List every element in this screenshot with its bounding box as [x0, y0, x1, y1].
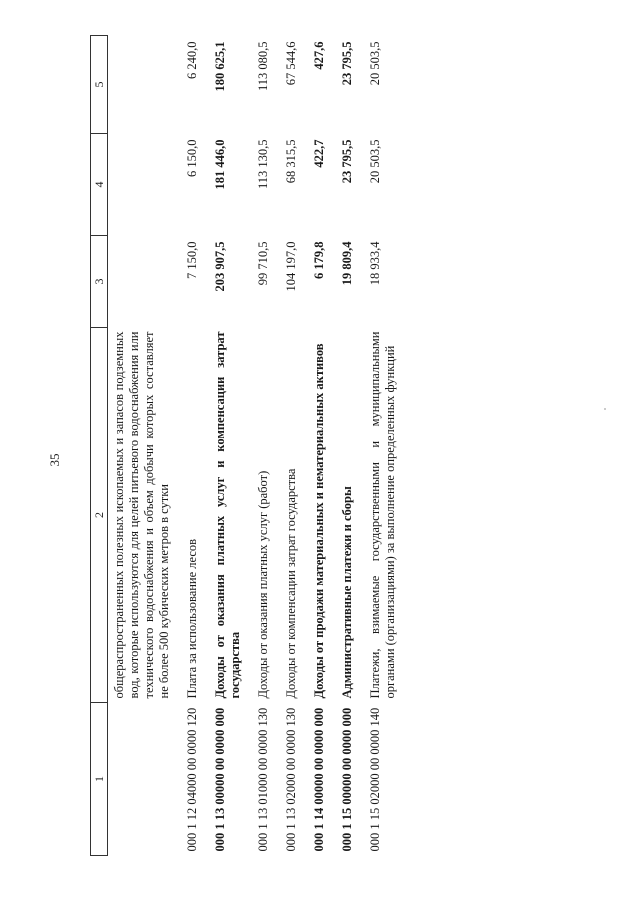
row-value-4 — [108, 134, 182, 236]
row-value-3: 104 197,0 — [284, 241, 298, 292]
row-name: Доходы от компенсации затрат государства — [284, 468, 298, 699]
row-code: 000 1 15 02000 00 0000 140 — [368, 707, 382, 852]
row-code: 000 1 13 02000 00 0000 130 — [284, 707, 298, 852]
row-value-5: 180 625,1 — [213, 41, 227, 92]
table-row — [280, 36, 308, 856]
row-name: Платежи, взимаемые государственными и муниципальными органами (организациями) за выполнение определенных функций — [368, 331, 397, 699]
row-value-3: 203 907,5 — [213, 241, 227, 292]
row-name: Доходы от оказания платных услуг (работ) — [256, 470, 270, 699]
row-value-3: 6 179,8 — [312, 241, 326, 279]
column-number-row — [91, 36, 108, 856]
row-value-5: 113 080,5 — [256, 41, 270, 92]
table-row — [252, 36, 280, 856]
row-code: 000 1 15 00000 00 0000 000 — [340, 707, 354, 852]
column-header-2: 2 — [91, 328, 108, 703]
row-value-5: 20 503,5 — [368, 41, 382, 86]
budget-table — [90, 35, 407, 856]
row-code: 000 1 14 00000 00 0000 000 — [312, 707, 326, 852]
column-header-4: 4 — [91, 134, 108, 236]
table-row — [181, 36, 209, 856]
row-value-4: 181 446,0 — [213, 139, 227, 190]
page-number: 35 — [47, 453, 62, 467]
row-value-4: 422,7 — [312, 139, 326, 168]
row-value-3 — [108, 236, 182, 328]
row-value-3: 18 933,4 — [368, 241, 382, 286]
table-row — [108, 36, 182, 856]
column-header-3: 3 — [91, 236, 108, 328]
row-code: 000 1 12 04000 00 0000 120 — [185, 707, 199, 852]
row-value-5: 67 544,6 — [284, 41, 298, 86]
rotated-table-sheet — [90, 36, 640, 856]
column-header-5: 5 — [91, 36, 108, 134]
row-value-4: 68 315,5 — [284, 139, 298, 184]
row-value-4: 23 795,5 — [340, 139, 354, 184]
row-name: общераспространенных полезных ископаемых и запасов подземных вод, которые используются для целей питьевого водоснабжения или технического водоснабжения и объем добычи которых составляет не более 500 кубических метров в сутки — [112, 331, 171, 699]
table-row — [209, 36, 252, 856]
row-code: 000 1 13 00000 00 0000 000 — [213, 707, 227, 852]
row-code — [108, 703, 182, 856]
row-value-5: 23 795,5 — [340, 41, 354, 86]
row-value-3: 19 809,4 — [340, 241, 354, 286]
table-row — [364, 36, 407, 856]
row-value-4: 20 503,5 — [368, 139, 382, 184]
row-value-5 — [108, 36, 182, 134]
row-name: Административные платежи и сборы — [340, 486, 354, 699]
row-value-3: 99 710,5 — [256, 241, 270, 286]
table-row — [308, 36, 336, 856]
column-header-1: 1 — [91, 703, 108, 856]
row-value-5: 427,6 — [312, 41, 326, 70]
row-value-4: 6 150,0 — [185, 139, 199, 177]
table-row — [336, 36, 364, 856]
row-code: 000 1 13 01000 00 0000 130 — [256, 707, 270, 852]
row-name: Плата за использование лесов — [185, 538, 199, 699]
row-value-3: 7 150,0 — [185, 241, 199, 279]
row-name: Доходы от оказания платных услуг и компенсации затрат государства — [213, 331, 242, 699]
row-value-5: 6 240,0 — [185, 41, 199, 79]
row-name: Доходы от продажи материальных и нематериальных активов — [312, 343, 326, 699]
row-value-4: 113 130,5 — [256, 139, 270, 190]
